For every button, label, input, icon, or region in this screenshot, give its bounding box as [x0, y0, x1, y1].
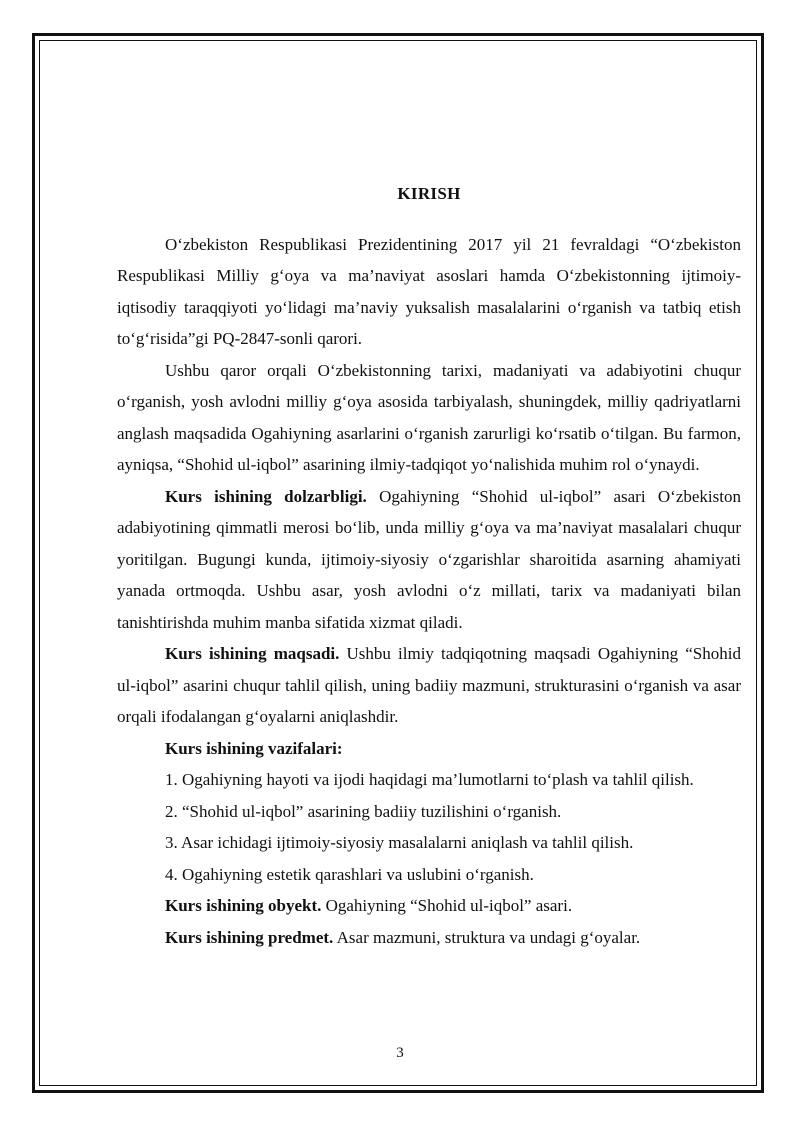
- page-number: 3: [396, 1045, 404, 1061]
- task-item-4: 4. Ogahiyning estetik qarashlari va uslubini o‘rganish.: [165, 864, 534, 884]
- relevance-label: Kurs ishining dolzarbligi.: [165, 486, 367, 506]
- paragraph-goal: [117, 638, 741, 733]
- goal-label: Kurs ishining maqsadi.: [165, 644, 340, 663]
- paragraph-object: [117, 890, 741, 922]
- tasks-heading: Kurs ishining vazifalari:: [165, 738, 343, 758]
- paragraph-decree-purpose: Ushbu qaror orqali O‘zbekistonning tarixi, madaniyati va adabiyotini chuqur o‘rganish, yosh avlodni milliy g‘oya asosida tarbiyalash, shuningdek, milliy qadriyatlarni anglash maqsadida Ogahiyning asarlarini o‘rganish zarurligi ko‘rsatib o‘tilgan. Bu farmon, ayniqsa, “Shohid ul-iqbol” asarining ilmiy-tadqiqot yo‘nalishida muhim rol o‘ynaydi.: [117, 360, 741, 474]
- document-title: KIRISH: [397, 184, 461, 203]
- paragraph-decree: O‘zbekiston Respublikasi Prezidentining 2017 yil 21 fevraldagi “O‘zbekiston Respublikasi Milliy g‘oya va ma’naviyat asoslari hamda O‘zbekistonning ijtimoiy-iqtisodiy taraqqiyoti yo‘lidagi ma’naviy yuksalish masalalarini o‘rganish va tatbiq etish to‘g‘risida”gi PQ-2847-sonli qarori.: [117, 234, 741, 348]
- document-body: [117, 178, 741, 953]
- paragraph-subject: [117, 922, 741, 954]
- subject-label: Kurs ishining predmet.: [165, 927, 334, 947]
- paragraph-relevance: [117, 481, 741, 639]
- subject-text: Asar mazmuni, struktura va undagi g‘oyalar.: [333, 927, 641, 947]
- object-label: Kurs ishining obyekt.: [165, 896, 322, 915]
- task-item-3: 3. Asar ichidagi ijtimoiy-siyosiy masalalarni aniqlash va tahlil qilish.: [165, 833, 634, 852]
- task-item-1: 1. Ogahiyning hayoti va ijodi haqidagi ma’lumotlarni to‘plash va tahlil qilish.: [165, 770, 694, 789]
- object-text: Ogahiyning “Shohid ul-iqbol” asari.: [321, 896, 573, 915]
- task-item-2: 2. “Shohid ul-iqbol” asarining badiiy tuzilishini o‘rganish.: [165, 801, 562, 821]
- goal-text: Ushbu ilmiy tadqiqotning maqsadi Ogahiyning “Shohid ul-iqbol” asarini chuqur tahlil qilish, uning badiiy mazmuni, strukturasini o‘rganish va asar orqali ifodalangan g‘oyalarni aniqlashdir.: [117, 644, 741, 726]
- relevance-text: Ogahiyning “Shohid ul-iqbol” asari O‘zbekiston adabiyotining qimmatli merosi bo‘lib, unda milliy g‘oya va ma’naviyat masalalari chuqur yoritilgan. Bugungi kunda, ijtimoiy-siyosiy o‘zgarishlar sharoitida asarning ahamiyati yanada ortmoqda. Ushbu asar, yosh avlodni o‘z millati, tarix va madaniyati bilan tanishtirishda muhim manba sifatida xizmat qiladi.: [117, 486, 741, 632]
